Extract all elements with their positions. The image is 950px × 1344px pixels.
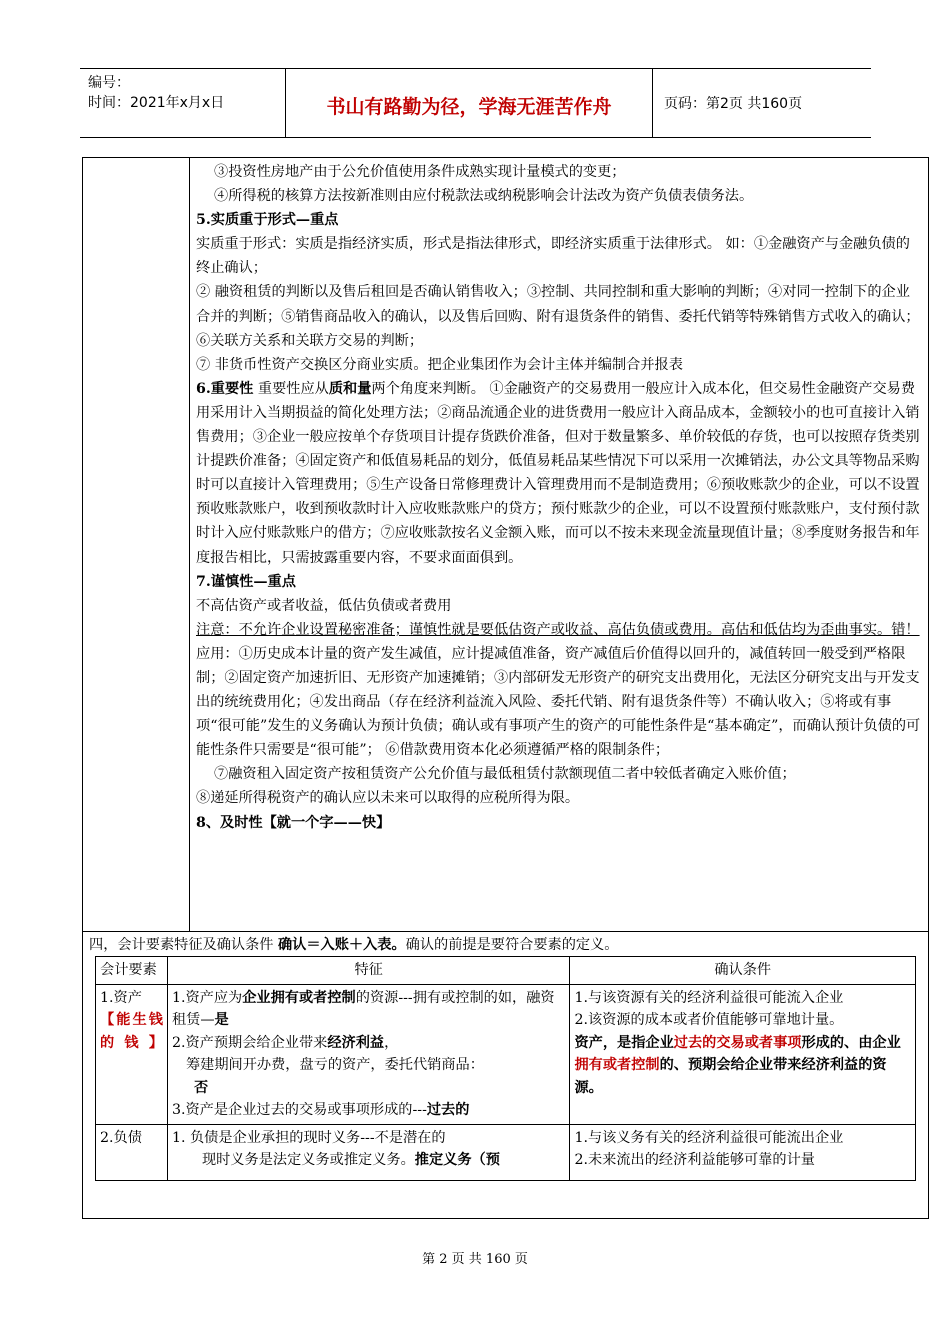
text-line: ④所得税的核算方法按新准则由应付税款法或纳税影响会计法改为资产负债表债务法。	[214, 188, 754, 205]
text-span: 的资源---拥有或控制的如，融资租赁—	[171, 989, 555, 1028]
emphasis-text: 推定义务（预	[414, 1152, 500, 1168]
condition-line: 1.与该资源有关的经济利益很可能流入企业	[574, 989, 844, 1006]
header-info-cell	[80, 69, 285, 137]
text-span: 四，会计要素特征及确认条件	[89, 937, 278, 953]
left-empty-column	[83, 158, 190, 931]
paragraph: ⑦ 非货币性资产交换区分商业实质。把企业集团作为会计主体并编制合并报表	[196, 356, 683, 373]
column-header: 确认条件	[570, 957, 916, 985]
text-span: ，	[384, 1034, 399, 1051]
text-span: 现时义务是法定义务或推定义务。	[201, 1152, 415, 1168]
page-header	[80, 68, 871, 138]
feature-line	[172, 1099, 566, 1122]
text-span: 的、预期会给企业带来经济利益的资源。	[574, 1057, 887, 1096]
text-span: 1.资产应为	[171, 989, 243, 1006]
paragraph-materiality	[196, 377, 922, 570]
document-number-label: 编号：	[88, 75, 130, 91]
motto-text: 书山有路勤为径，学海无涯苦作舟	[326, 96, 612, 118]
content-table	[82, 157, 929, 1219]
highlight-text: 拥有或者控制	[574, 1057, 660, 1073]
text-span: 3.资产是企业过去的交易或事项形成的---	[171, 1102, 427, 1118]
table-cell	[570, 1124, 916, 1180]
text-span: 重要性应从	[253, 380, 329, 397]
element-name: 2.负债	[100, 1129, 142, 1146]
underlined-note: 注意：不允许企业设置秘密准备；谨慎性就是要低估资产或收益、高估负债或费用。高估和低估均为歪曲事实。错！	[196, 621, 920, 638]
emphasis-text: 企业拥有或者控制	[242, 989, 356, 1006]
table-cell	[96, 984, 168, 1124]
highlight-text: 过去的交易或者事项	[673, 1034, 802, 1051]
text-line: ③投资性房地产由于公允价值使用条件成熟实现计量模式的变更；	[214, 164, 626, 180]
feature-line: 筹建期间开办费，盘亏的资产，委托代销商品：	[185, 1057, 484, 1073]
page-number-label: 页码：第2页 共160页	[664, 96, 803, 112]
text-span: 两个角度来判断。 ①金融资产的交易费用一般应计入成本化，但交易性金融资产交易费用采用计入当期损益的简化处理方法；②商品流通企业的进货费用一般应计入商品成本，金额较小的也可直接计入销售费用；③企业一般应按单个存货项目计提存货跌价准备，但对于数量繁多、单价较低的存货，也可以按照存货类别计提跌价准备；④固定资产和低值易耗品的划分，低值易耗品某些情况下可以采用一次摊销法，办公文具等物品采购时可以直接计入管理费用；⑤生产设备日常修理费计入管理费用而不是制造费用；⑥预收账款少的企业，可以不设置预收账款账户，收到预收款时计入应收账款账户的贷方；预付账款少的企业，可以不设置预付账款账户，支付预付款时计入应付账款账户的借方；⑦应收账款按名义金额入账，而可以不按未来现金流量现值计量；⑧季度财务报告和年度报告相比，只需披露重要内容，不要求面面俱到。	[196, 380, 920, 566]
emphasis-text: 是	[214, 1012, 229, 1028]
table-cell	[167, 984, 570, 1124]
emphasis-text: 过去的	[426, 1102, 470, 1118]
header-page-cell	[652, 69, 871, 137]
condition-line: 2.该资源的成本或者价值能够可靠地计量。	[574, 1012, 844, 1028]
text-span: 形成的、由企业	[801, 1034, 901, 1051]
section-heading-8: 8、及时性【就一个字——快】	[196, 814, 391, 831]
feature-line: 1. 负债是企业承担的现时义务---不是潜在的	[171, 1129, 446, 1146]
page-footer: 第 2 页 共 160 页	[422, 1252, 528, 1267]
content-cell	[196, 160, 922, 835]
table-header-row	[96, 957, 916, 985]
emphasis-text: 质和量	[328, 380, 372, 397]
feature-line	[172, 1032, 566, 1055]
paragraph: ⑦融资租入固定资产按租赁资产公允价值与最低租赁付款额现值二者中较低者确定入账价值；	[214, 766, 796, 783]
document-date-label: 时间：2021年x月x日	[88, 95, 225, 111]
paragraph: 不高估资产或者收益，低估负债或者费用	[196, 597, 452, 614]
section-heading-5: 5.实质重于形式—重点	[196, 212, 339, 229]
text-span: 2.资产预期会给企业带来	[171, 1034, 328, 1051]
emphasis-text: 确认＝入账＋入表。	[277, 937, 406, 953]
table-row	[96, 984, 916, 1124]
paragraph: ② 融资租赁的判断以及售后租回是否确认销售收入；③控制、共同控制和重大影响的判断；④对同一控制下的企业合并的判断；⑤销售商品收入的确认，以及售后回购、附有退货条件的销售、委托代销等特殊销售方式收入的确认；⑥关联方关系和关联方交易的判断；	[196, 284, 920, 349]
elements-table	[95, 956, 916, 1181]
element-name: 1.资产	[100, 989, 142, 1006]
feature-line: 否	[193, 1079, 209, 1096]
column-header: 会计要素	[96, 957, 168, 985]
table-row	[96, 1124, 916, 1180]
section-heading-6: 6.重要性	[196, 380, 254, 397]
section-4-heading	[89, 934, 618, 956]
header-motto-cell	[285, 69, 653, 137]
text-span: 资产，是指企业	[574, 1034, 674, 1051]
paragraph: 应用：①历史成本计量的资产发生减值，应计提减值准备，资产减值后价值得以回升的，减值转回一般受到严格限制；②固定资产加速折旧、无形资产加速摊销；③内部研发无形资产的研究支出费用化，无法区分研究支出与开发支出的统统费用化；④发出商品（存在经济利益流入风险、委托代销、附有退货条件等）不确认收入；⑤将或有事项“很可能”发生的义务确认为预计负债；确认或有事项产生的资产的可能性条件是“基本确定”，而确认预计负债的可能性条件只需要是“很可能”； ⑥借款费用资本化必须遵循严格的限制条件；	[196, 645, 921, 759]
section-4-row	[83, 931, 928, 953]
table-cell	[96, 1124, 168, 1180]
paragraph: ⑧递延所得税资产的确认应以未来可以取得的应税所得为限。	[196, 790, 580, 807]
element-tag: 【能生钱的钱】	[100, 1012, 163, 1051]
text-span: 确认的前提是要符合要素的定义。	[405, 937, 619, 953]
condition-line: 2.未来流出的经济利益能够可靠的计量	[574, 1152, 815, 1168]
table-cell	[570, 984, 916, 1124]
section-heading-7: 7.谨慎性—重点	[196, 573, 296, 590]
condition-line: 1.与该义务有关的经济利益很可能流出企业	[574, 1129, 844, 1146]
feature-line	[172, 1149, 566, 1172]
paragraph: 实质重于形式：实质是指经济实质，形式是指法律形式，即经济实质重于法律形式。 如：①金融资产与金融负债的终止确认；	[196, 236, 910, 277]
column-header: 特征	[167, 957, 570, 985]
feature-line	[172, 987, 566, 1032]
emphasis-text: 经济利益	[327, 1034, 385, 1051]
table-cell	[167, 1124, 570, 1180]
asset-definition	[574, 1032, 911, 1100]
